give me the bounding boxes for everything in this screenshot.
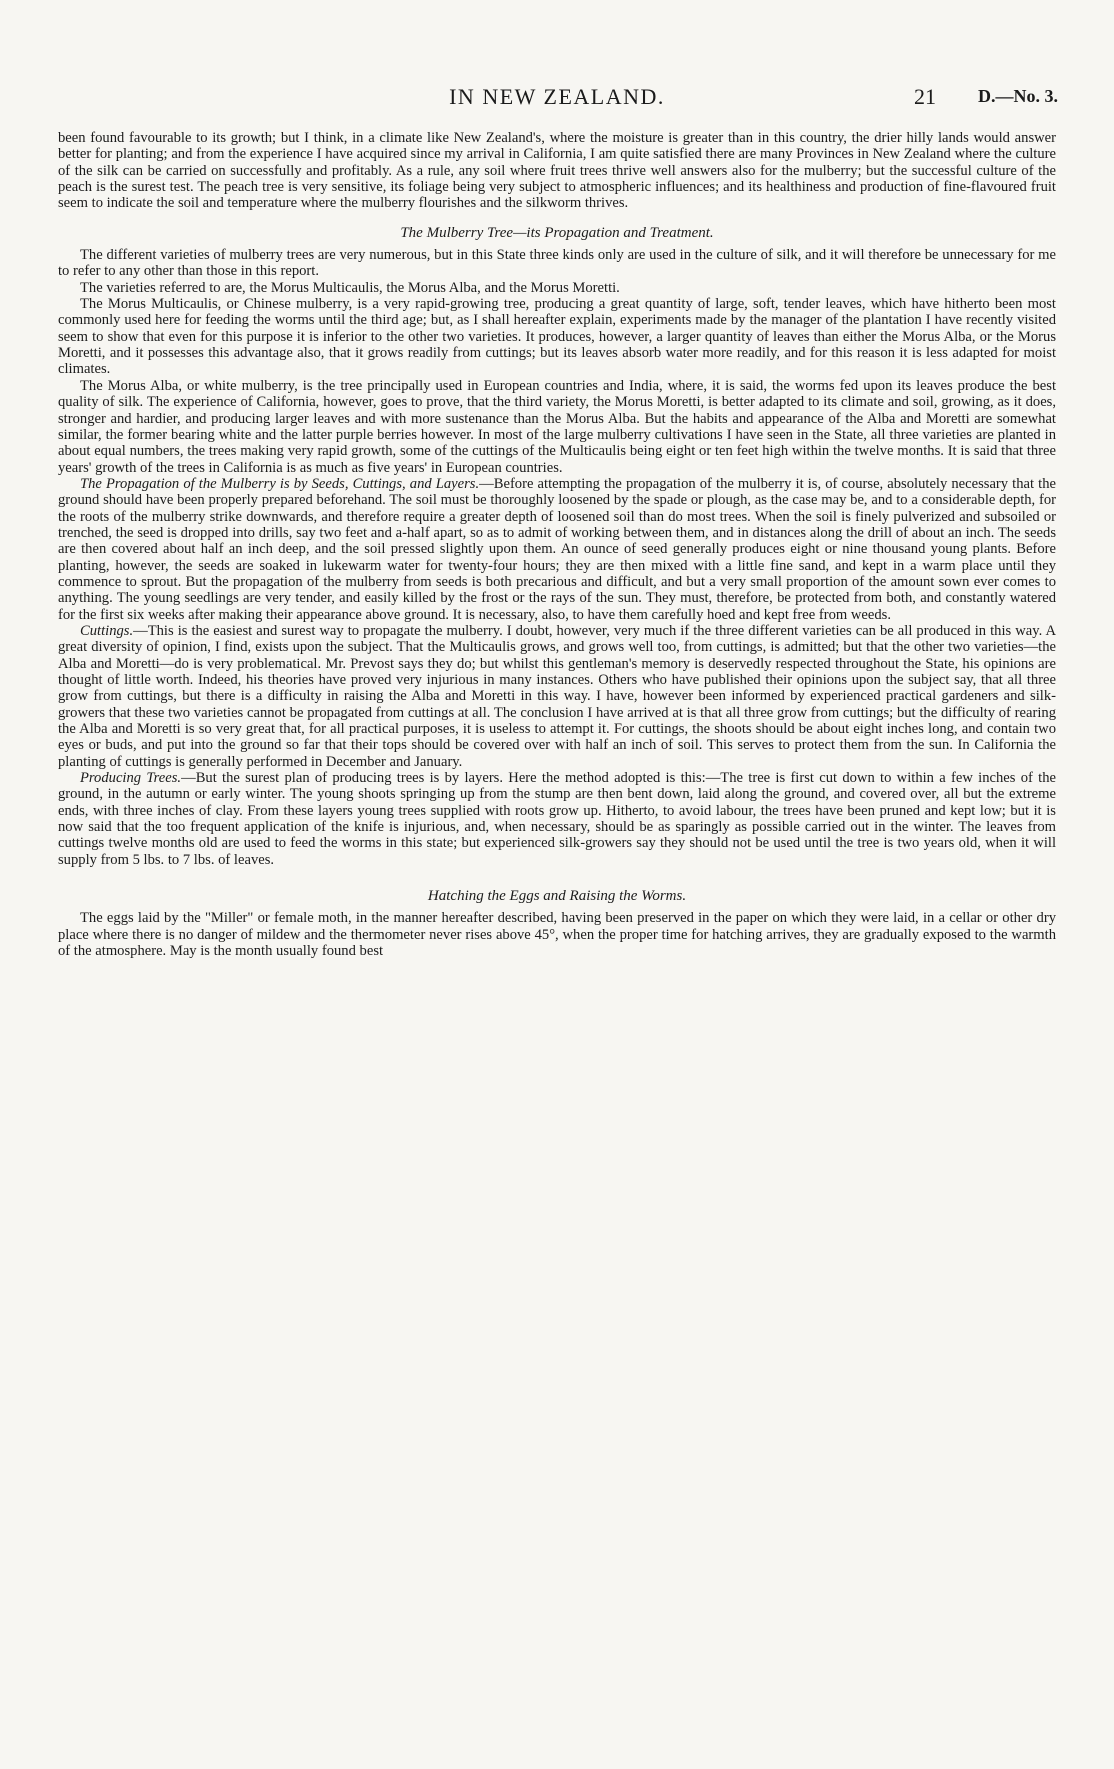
body-text bbox=[58, 130, 1056, 960]
paragraph-morus-multicaulis: The Morus Multicaulis, or Chinese mulberry, is a very rapid-growing tree, producing a great quantity of large, soft, tender leaves, which have hitherto been most commonly used here for feeding the worms until the third age; but, as I shall hereafter explain, experiments made by the manager of the plantation I have recently visited seem to show that even for this purpose it is inferior to the other two varieties. It produces, however, a larger quantity of leaves than either the Morus Alba, or the Morus Moretti, and it possesses this advantage also, that it grows readily from cuttings; but its leaves absorb water more readily, and for this reason it is less adapted for moist climates. bbox=[58, 296, 1056, 378]
running-title: IN NEW ZEALAND. bbox=[449, 84, 665, 109]
page-number: 21 bbox=[914, 84, 936, 109]
section-heading-mulberry-tree: The Mulberry Tree—its Propagation and Treatment. bbox=[400, 224, 714, 241]
section-heading-hatching-eggs: Hatching the Eggs and Raising the Worms. bbox=[427, 888, 687, 905]
page-header bbox=[56, 84, 1058, 114]
propagation-text: —Before attempting the propagation of the mulberry it is, of course, absolutely necessary that the ground should have been properly prepared beforehand. The soil must be thoroughly loosened by the spade or plough, as the case may be, and to a considerable depth, for the roots of the mulberry strike downwards, and therefore require a greater depth of loosened soil than do most trees. When the soil is finely pulverized and subsoiled or trenched, the seed is dropped into drills, say two feet and a-half apart, so as to admit of working between them, and in distances along the drill of about an inch. The seeds are then covered about half an inch deep, and the soil pressed slightly upon them. An ounce of seed generally produces eight or nine thousand young plants. Before planting, however, the seeds are soaked in lukewarm water for twenty-four hours; they are then mixed with a little fine sand, and kept in a warm place until they commence to sprout. But the propagation of the mulberry from seeds is both precarious and difficult, and but a very small proportion of the amount sown ever comes to anything. The young seedlings are very tender, and easily killed by the frost or the rays of the sun. They must, therefore, be protected from both, and constantly watered for the first six weeks after making their appearance above ground. It is necessary, also, to have them carefully hoed and kept free from weeds. bbox=[58, 475, 1056, 623]
paragraph-producing-trees bbox=[58, 770, 1056, 868]
paragraph-varieties-list: The varieties referred to are, the Morus Multicaulis, the Morus Alba, and the Morus Moretti. bbox=[80, 279, 620, 296]
paragraph-cuttings bbox=[58, 623, 1056, 770]
paragraph-continuation: been found favourable to its growth; but I think, in a climate like New Zealand's, where the moisture is greater than in this country, the drier hilly lands would answer better for planting; and from the experience I have acquired since my arrival in California, I am quite satisfied there are many Provinces in New Zealand where the culture of the silk can be carried on successfully and profitably. As a rule, any soil where fruit trees thrive well answers also for the mulberry; but the successful culture of the peach is the surest test. The peach tree is very sensitive, its foliage being very subject to atmospheric influences; and its healthiness and production of fine-flavoured fruit seem to indicate the soil and temperature where the mulberry flourishes and the silkworm thrives. bbox=[58, 130, 1056, 212]
producing-trees-text: —But the surest plan of producing trees is by layers. Here the method adopted is this:—The tree is first cut down to within a few inches of the ground, in the autumn or early winter. The young shoots springing up from the stump are then bent down, laid along the ground, and covered over, all but the extreme ends, with three inches of clay. From these layers young trees supplied with roots grow up. Hitherto, to avoid labour, the trees have been pruned and kept low; but it is now said that the too frequent application of the knife is injurious, and, when necessary, should be as sparingly as possible carried out in the winter. The leaves from cuttings twelve months old are used to feed the worms in this state; but experienced silk-growers say they should not be used until the tree is two years old, when it will supply from 5 lbs. to 7 lbs. of leaves. bbox=[58, 770, 1057, 868]
paragraph-hatching-eggs: The eggs laid by the "Miller" or female moth, in the manner hereafter described, having been preserved in the paper on which they were laid, in a cellar or other dry place where there is no danger of mildew and the thermometer never rises above 45°, when the proper time for hatching arrives, they are gradually exposed to the warmth of the atmosphere. May is the month usually found best bbox=[58, 910, 1056, 960]
producing-trees-lead-in: Producing Trees. bbox=[80, 770, 182, 787]
cuttings-lead-in: Cuttings. bbox=[80, 622, 134, 639]
paragraph-morus-alba: The Morus Alba, or white mulberry, is the tree principally used in European countries and India, where, it is said, the worms fed upon its leaves produce the best quality of silk. The experience of California, however, goes to prove, that the third variety, the Morus Moretti, is better adapted to its climate and soil, growing, as it does, stronger and hardier, and producing larger leaves and with more sustenance than the Morus Alba. But the habits and appearance of the Alba and Moretti are somewhat similar, the former bearing white and the latter purple berries however. In most of the large mulberry cultivations I have seen in the State, all three varieties are planted in about equal numbers, the trees making very rapid growth, some of the cuttings of the Multicaulis being eight or ten feet high within the twelve months. It is said that three years' growth of the trees in California is as much as five years' in European countries. bbox=[58, 377, 1056, 476]
cuttings-text: —This is the easiest and surest way to propagate the mulberry. I doubt, however, very much if the three different varieties can be all produced in this way. A great diversity of opinion, I find, exists upon the subject. That the Multicaulis grows, and grows well too, from cuttings, is admitted; but that the other two varieties—the Alba and Moretti—do is very problematical. Mr. Prevost says they do; but whilst this gentleman's memory is deservedly respected throughout the State, his opinions are thought of little worth. Indeed, his theories have proved very injurious in many instances. Others who have published their opinions upon the subject say, that all three grow from cuttings, but there is a difficulty in raising the Alba and Moretti in this way. I have, however been informed by experienced practical gardeners and silk-growers that these two varieties cannot be propagated from cuttings at all. The conclusion I have arrived at is that all three grow from cuttings; but the difficulty of rearing the Alba and Moretti is so very great that, for all practical purposes, it is useless to attempt it. For cuttings, the shoots should be about eight inches long, and contain two eyes or buds, and put into the ground so far that their tops should be covered over with half an inch of soil. This serves to protect them from the sun. In California the planting of cuttings is generally performed in December and January. bbox=[58, 622, 1056, 770]
document-reference: D.—No. 3. bbox=[978, 86, 1058, 106]
paragraph-propagation bbox=[58, 476, 1056, 623]
paragraph-varieties-intro: The different varieties of mulberry trees are very numerous, but in this State three kinds only are used in the culture of silk, and it will therefore be unnecessary for me to refer to any other than those in this report. bbox=[58, 247, 1056, 280]
propagation-lead-in: The Propagation of the Mulberry is by Seeds, Cuttings, and Layers. bbox=[80, 475, 480, 492]
